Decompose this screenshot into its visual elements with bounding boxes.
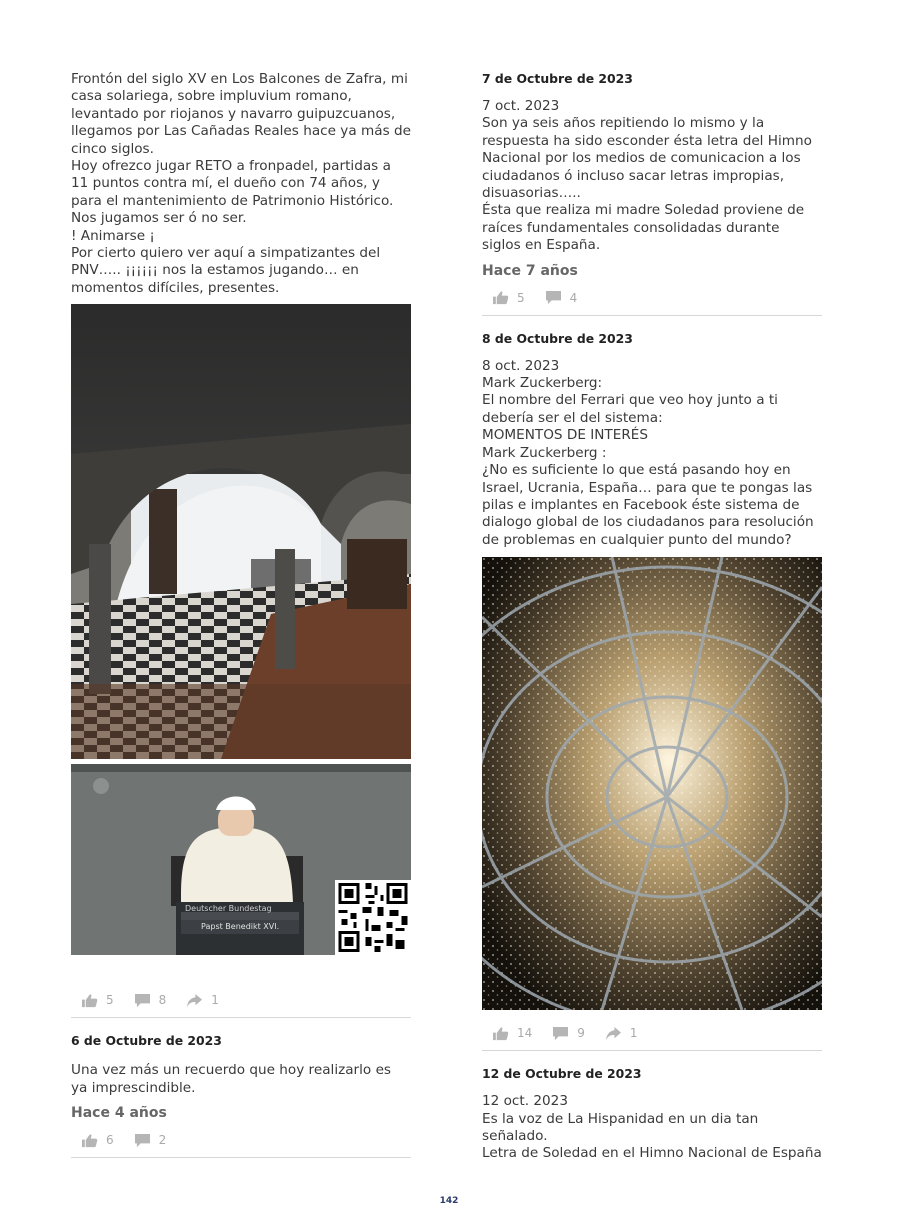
post-stats — [482, 287, 822, 309]
thumbs-up-icon — [492, 1026, 509, 1041]
divider — [71, 1017, 411, 1018]
post-text: 8 oct. 2023 Mark Zuckerberg: El nombre del Ferrari que veo hoy junto a ti debería ser el del sistema: MOMENTOS DE INTERÉS Mark Zuckerberg : ¿No es suficiente lo que está pasando hoy en Israel, Ucrania, España… para que te pongas las pilas e implantes en Facebook éste sistema de dialogo global de los ciudadanos para resolución de problemas en cualquier punto del mundo? — [482, 357, 814, 548]
comment-count: 4 — [569, 290, 578, 305]
nameplate-label: Papst Benedikt XVI. — [201, 922, 280, 932]
light-tunnel-photo — [482, 557, 822, 1010]
comment-icon — [552, 1026, 569, 1041]
pope-bundestag-photo — [71, 764, 411, 955]
page-number: 142 — [439, 1196, 459, 1206]
post-6-oct — [71, 1033, 411, 1158]
thumbs-up-icon — [492, 290, 509, 305]
post-date: 12 de Octubre de 2023 — [482, 1066, 642, 1082]
share-count: 1 — [211, 993, 219, 1008]
post-age: Hace 7 años — [482, 262, 578, 279]
share-icon — [186, 993, 203, 1008]
post-age: Hace 4 años — [71, 1105, 167, 1122]
thumbs-up-icon — [81, 1133, 98, 1148]
like-button[interactable] — [492, 1026, 532, 1041]
right-column — [482, 71, 822, 1163]
comment-icon — [134, 1133, 151, 1148]
post-text: Una vez más un recuerdo que hoy realizarlo es ya imprescindible. — [71, 1062, 392, 1096]
post-date: 7 de Octubre de 2023 — [482, 71, 633, 86]
comment-count: 9 — [577, 1026, 585, 1041]
post1-stats — [71, 989, 411, 1011]
comment-button[interactable] — [134, 993, 167, 1008]
share-icon — [605, 1026, 622, 1041]
comment-button[interactable] — [134, 1133, 167, 1148]
divider — [482, 315, 822, 316]
thumbs-up-icon — [81, 993, 98, 1008]
post-date: 8 de Octubre de 2023 — [482, 330, 633, 346]
post-stats — [482, 1022, 822, 1044]
comment-button[interactable] — [552, 1026, 585, 1041]
comment-icon — [545, 290, 562, 305]
post-12-oct — [482, 1066, 822, 1163]
bundestag-label: Deutscher Bundestag — [185, 904, 272, 914]
share-button[interactable] — [186, 993, 219, 1008]
like-button[interactable] — [81, 993, 114, 1008]
post-text: 7 oct. 2023 Son ya seis años repitiendo lo mismo y la respuesta ha sido esconder ésta letra del Himno Nacional por los medios de comunicacion a los ciudadanos ó incluso sacar letras impropias, disuasorias….. Ésta que realiza mi madre Soledad proviene de raíces fundamentales consolidadas durante siglos en España. — [482, 98, 812, 254]
post-8-oct — [482, 331, 822, 1051]
left-column — [71, 71, 411, 1158]
post-7-oct — [482, 71, 822, 316]
post-text: 12 oct. 2023 Es la voz de La Hispanidad en un dia tan señalado. Letra de Soledad en el Himno Nacional de España — [482, 1093, 822, 1162]
divider — [71, 1157, 411, 1158]
post-date: 6 de Octubre de 2023 — [71, 1033, 222, 1049]
like-count: 14 — [517, 1026, 533, 1041]
comment-count: 2 — [158, 1133, 167, 1148]
courtyard-photo — [71, 304, 411, 759]
share-button[interactable] — [605, 1026, 638, 1041]
qr-code — [335, 880, 411, 955]
comment-icon — [134, 993, 151, 1008]
divider — [482, 1050, 822, 1051]
like-count: 6 — [106, 1133, 114, 1148]
comment-button[interactable] — [545, 290, 578, 305]
share-count: 1 — [629, 1026, 638, 1041]
comment-count: 8 — [158, 993, 167, 1008]
like-count: 5 — [517, 290, 525, 305]
like-button[interactable] — [81, 1133, 114, 1148]
like-count: 5 — [106, 993, 114, 1008]
post-stats — [71, 1129, 411, 1151]
intro-post-text: Frontón del siglo XV en Los Balcones de Zafra, mi casa solariega, sobre impluvium romano, levantado por riojanos y navarro guipuzcuanos, llegamos por Las Cañadas Reales hace ya más de cinco siglos. Hoy ofrezco jugar RETO a fronpadel, partidas a 11 puntos contra mí, el dueño con 74 años, y para el mantenimiento de Patrimonio Histórico. Nos jugamos ser ó no ser. ! Animarse ¡ Por cierto quiero ver aquí a simpatizantes del PNV….. ¡¡¡¡¡¡ nos la estamos jugando… en momentos difíciles, presentes. — [71, 71, 411, 296]
like-button[interactable] — [492, 290, 525, 305]
